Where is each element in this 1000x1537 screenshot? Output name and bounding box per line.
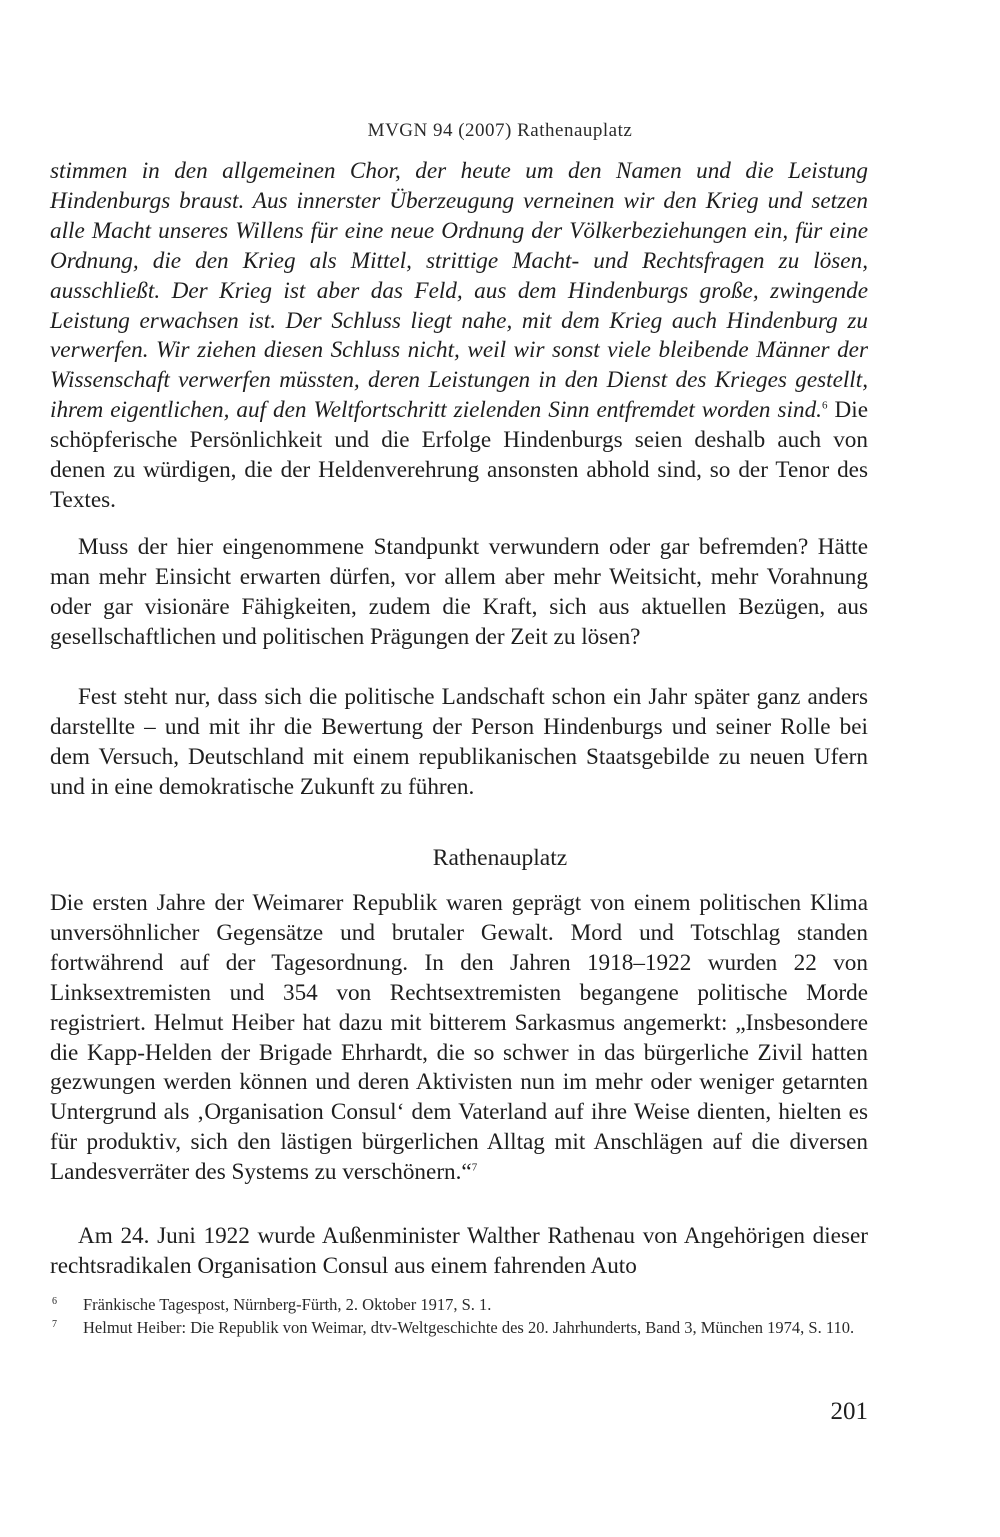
footnote-text: Helmut Heiber: Die Republik von Weimar, dtv-Weltgeschichte des 20. Jahrhunderts, Band 3, München 1974, S. 110.: [83, 1318, 855, 1337]
footnote: [50, 1294, 868, 1315]
paragraph-text: Die ersten Jahre der Weimarer Republik waren geprägt von einem politischen Klima unversöhnlicher Gegensätze und brutaler Gewalt. Mord und Totschlag standen fortwährend auf der Tagesordnung. In den Jahren 1918–1922 wurden 22 von Linksextremisten und 354 von Rechtsextremisten begangene politische Morde registriert. Helmut Heiber hat dazu mit bitterem Sarkasmus angemerkt: „Insbesondere die Kapp-Helden der Brigade Ehrhardt, die so schwer in das bürgerliche Zivil hatten gezwungen werden können und deren Aktivisten nun im mehr oder weniger getarnten Untergrund als ‚Organisation Consul‘ dem Vaterland auf ihre Weise dienten, hielten es für produktiv, sich den lästigen bürgerlichen Alltag mit Anschlägen auf die diversen Landesverräter des Systems zu verschönern.“: [50, 890, 868, 1186]
running-head: MVGN 94 (2007) Rathenauplatz: [367, 120, 633, 141]
paragraph-text: Muss der hier eingenommene Standpunkt verwundern oder gar befremden? Hätte man mehr Einsicht erwarten dürfen, vor allem aber mehr Weitsicht, mehr Vorahnung oder gar visionäre Fähigkeiten, zudem die Kraft, sich aus aktuellen Bezügen, aus gesellschaftlichen und politischen Prägungen der Zeit zu lösen?: [50, 534, 868, 650]
footnote-reference: 6: [821, 399, 828, 412]
paragraph-4: [50, 889, 868, 1188]
footnotes: [50, 1294, 868, 1340]
paragraph-5: [50, 1222, 868, 1282]
paragraph-quote-continuation: [50, 157, 868, 516]
paragraph-text: Am 24. Juni 1922 wurde Außenminister Walther Rathenau von Angehörigen dieser rechtsradikalen Organisation Consul aus einem fahrenden Auto: [50, 1223, 868, 1279]
footnote: [50, 1317, 868, 1338]
paragraph-text: Die schöpferische Persönlichkeit und die Erfolge Hindenburgs seien deshalb auch von denen zu würdigen, die der Heldenverehrung ansonsten abhold sind, so der Tenor des Textes.: [50, 397, 868, 513]
footnote-reference: 7: [471, 1161, 478, 1174]
page-number: 201: [830, 1398, 868, 1425]
footnote-number: 6: [52, 1296, 57, 1307]
paragraph-2: [50, 533, 868, 653]
paragraph-3: [50, 683, 868, 803]
footnote-number: 7: [52, 1319, 57, 1330]
footnote-text: Fränkische Tagespost, Nürnberg-Fürth, 2. Oktober 1917, S. 1.: [83, 1295, 492, 1314]
paragraph-text: Fest steht nur, dass sich die politische Landschaft schon ein Jahr später ganz anders darstellte – und mit ihr die Bewertung der Person Hindenburgs und seiner Rolle bei dem Versuch, Deutschland mit einem republikanischen Staatsgebilde zu neuen Ufern und in eine demokratische Zukunft zu führen.: [50, 684, 868, 800]
quoted-text: stimmen in den allgemeinen Chor, der heute um den Namen und die Leistung Hindenburgs braust. Aus innerster Überzeugung verneinen wir den Krieg und setzen alle Macht unseres Willens für eine neue Ordnung der Völkerbeziehungen ein, für eine Ordnung, die den Krieg als Mittel, strittige Macht- und Rechtsfragen zu lösen, ausschließt. Der Krieg ist aber das Feld, aus dem Hindenburgs große, zwingende Leistung erwachsen ist. Der Schluss liegt nahe, mit dem Krieg auch Hindenburg zu verwerfen. Wir ziehen diesen Schluss nicht, weil wir sonst viele bleibende Männer der Wissenschaft verwerfen müssten, deren Leistungen in den Dienst des Krieges gestellt, ihrem eigentlichen, auf den Weltfortschritt zielenden Sinn entfremdet worden sind.: [50, 158, 868, 424]
section-heading: Rathenauplatz: [432, 845, 568, 871]
